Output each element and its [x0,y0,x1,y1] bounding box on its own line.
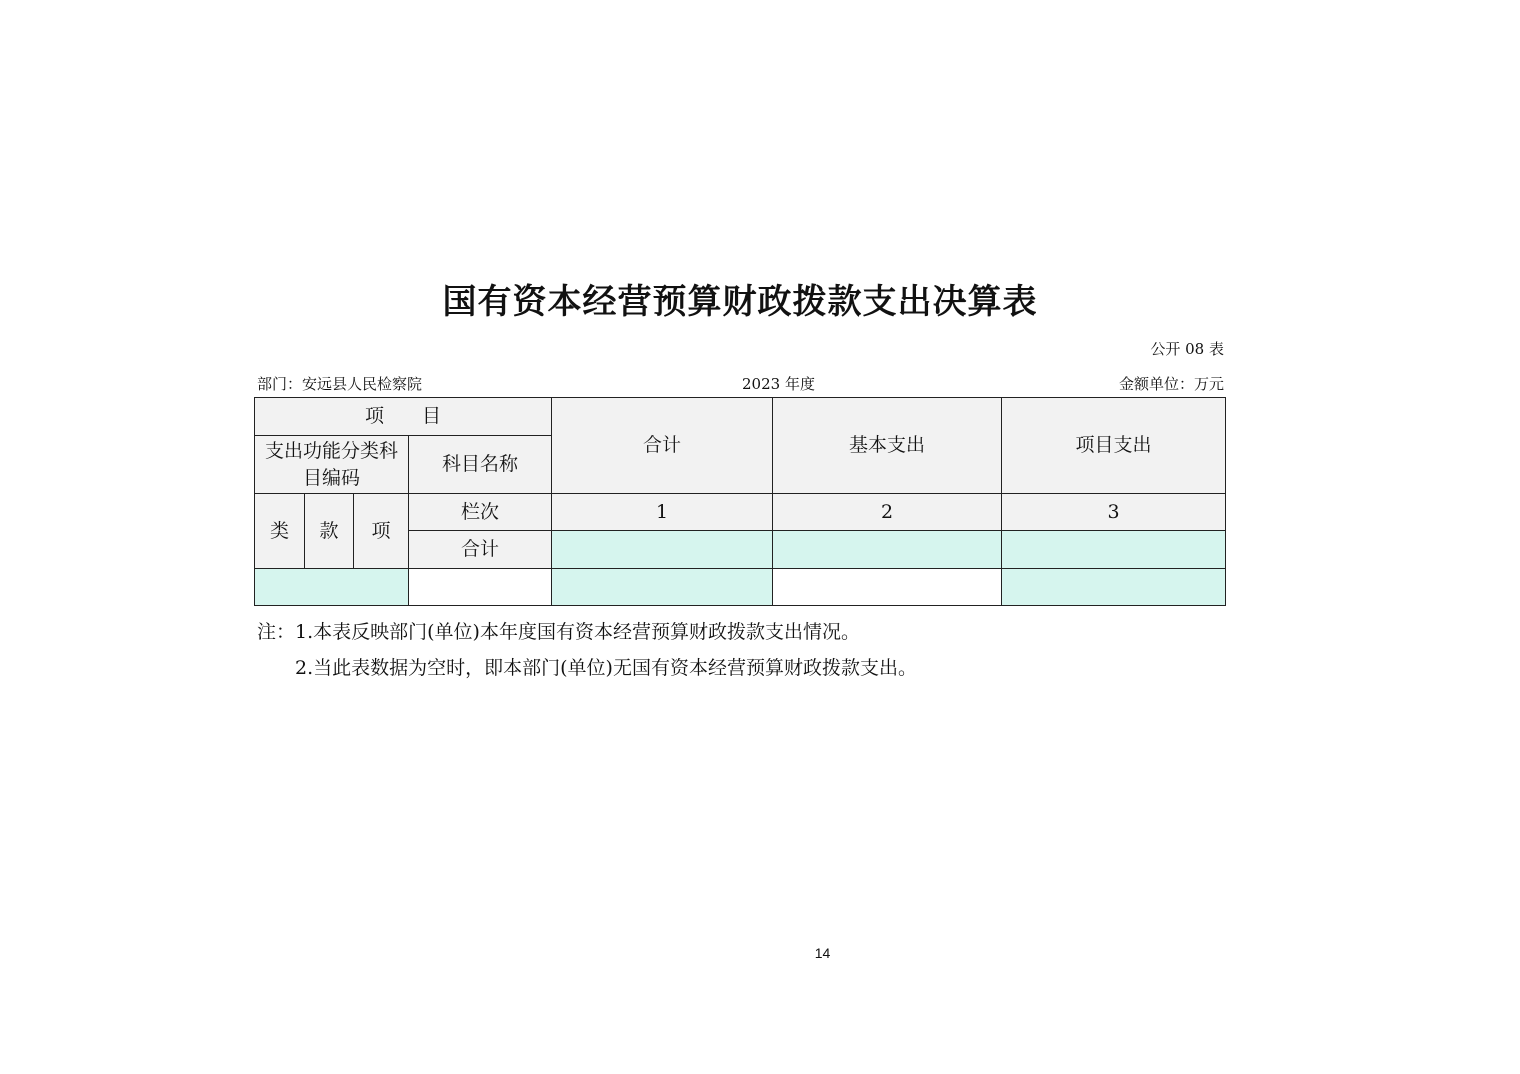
note-line-2: 2.当此表数据为空时，即本部门(单位)无国有资本经营预算财政拨款支出。 [295,657,917,679]
data-basic-cell [773,569,1002,606]
header-total: 合计 [552,398,773,494]
header-function-code: 支出功能分类科目编码 [255,436,409,494]
header-lei: 类 [255,494,305,569]
data-project-cell [1002,569,1226,606]
page-number: 14 [814,945,831,961]
fiscal-year-label: 2023 年度 [742,375,815,393]
data-total-cell [552,569,773,606]
header-basic-expenditure: 基本支出 [773,398,1002,494]
department-label: 部门：安远县人民检察院 [257,375,423,393]
total-amount-cell [552,531,773,569]
page-title: 国有资本经营预算财政拨款支出决算表 [442,282,1038,322]
amount-unit-label: 金额单位：万元 [1118,375,1224,393]
lanci-2: 2 [773,494,1002,531]
header-subject-name: 科目名称 [409,436,552,494]
total-basic-cell [773,531,1002,569]
row-lanci-label: 栏次 [409,494,552,531]
notes [257,614,917,686]
lanci-1: 1 [552,494,773,531]
data-name-cell [409,569,552,606]
note-line-1: 注：1.本表反映部门(单位)本年度国有资本经营预算财政拨款支出情况。 [257,621,860,643]
header-kuan: 款 [305,494,354,569]
expenditure-table [254,397,1226,606]
data-code-cell [255,569,409,606]
row-total-label: 合计 [409,531,552,569]
header-project-expenditure: 项目支出 [1002,398,1226,494]
header-item: 项 目 [255,398,552,436]
header-xiang: 项 [354,494,409,569]
form-code: 公开 08 表 [1150,340,1224,358]
total-project-cell [1002,531,1226,569]
lanci-3: 3 [1002,494,1226,531]
